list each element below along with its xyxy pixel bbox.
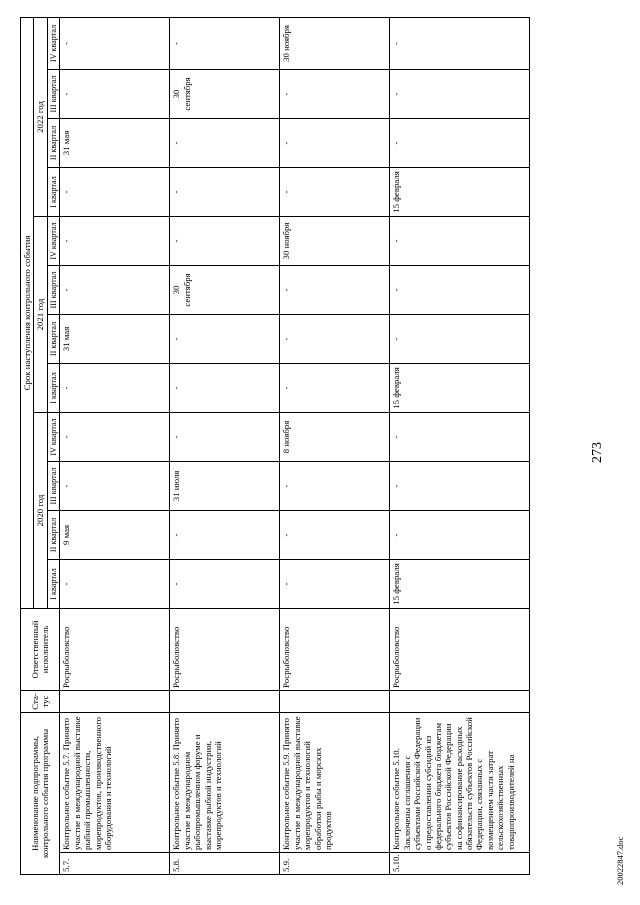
footer-filename: 20022847.doc (615, 836, 625, 885)
row-number: 5.7. (60, 853, 170, 875)
deadline-cell: 9 мая (60, 510, 170, 559)
deadline-cell: - (60, 559, 170, 608)
deadline-cell: - (170, 17, 280, 69)
deadline-cell: 30 ноября (280, 17, 390, 69)
header-year: 2021 год (34, 216, 47, 412)
deadline-cell: 31 июля (170, 461, 280, 510)
deadline-cell: - (280, 314, 390, 363)
deadline-cell: 30 сентября (170, 265, 280, 314)
deadline-cell: 8 ноября (280, 412, 390, 461)
deadline-cell: - (390, 69, 530, 118)
deadline-cell: - (390, 412, 530, 461)
deadline-cell: - (390, 265, 530, 314)
deadline-cell: 30 сентября (170, 69, 280, 118)
deadline-cell: - (60, 17, 170, 69)
deadline-cell: - (390, 118, 530, 167)
event-status (60, 690, 170, 712)
deadline-cell: - (390, 510, 530, 559)
deadline-cell: 15 февраля (390, 167, 530, 216)
row-number: 5.9. (280, 853, 390, 875)
deadline-cell: - (170, 314, 280, 363)
header-year: 2020 год (34, 412, 47, 608)
table-row (390, 17, 530, 874)
header-quarter: I квартал (47, 167, 60, 216)
header-quarter: IV квартал (47, 412, 60, 461)
header-status: Ста-тус (21, 690, 60, 712)
event-executor: Росрыболовство (280, 608, 390, 690)
deadline-cell: - (280, 118, 390, 167)
deadline-cell: 15 февраля (390, 559, 530, 608)
deadline-cell: 15 февраля (390, 363, 530, 412)
deadline-cell: 30 ноября (280, 216, 390, 265)
event-status (390, 690, 530, 712)
deadline-cell: - (390, 17, 530, 69)
header-quarter: III квартал (47, 461, 60, 510)
deadline-cell: - (280, 559, 390, 608)
event-status (280, 690, 390, 712)
deadline-cell: - (390, 216, 530, 265)
header-name: Наименование подпрограммы, контрольного события программы (21, 712, 60, 874)
header-quarter: I квартал (47, 363, 60, 412)
header-quarter: III квартал (47, 265, 60, 314)
deadline-cell: - (60, 216, 170, 265)
row-number: 5.8. (170, 853, 280, 875)
header-deadline: Срок наступления контрольного события (21, 17, 34, 608)
deadline-cell: - (280, 265, 390, 314)
deadline-cell: - (390, 314, 530, 363)
event-status (170, 690, 280, 712)
event-name: Контрольное событие 5.9. Принято участие в международной выставке морепродуктов и технологий обработки рыбы и морских продуктов (280, 712, 390, 852)
row-number: 5.10. (390, 853, 530, 875)
deadline-cell: - (60, 167, 170, 216)
header-quarter: II квартал (47, 118, 60, 167)
event-name: Контрольное событие 5.10. Заключены соглашения с субъектами Российской Федерации о предоставлении субсидий из федерального бюджета бюджетам субъектов Российской Федерации на софинансирование расходных обязательств субъектов Российской Федерации, связанных с возмещением части затрат сельскохозяйственных товаропроизводителей на (390, 712, 530, 852)
deadline-cell: - (60, 461, 170, 510)
deadline-cell: - (60, 412, 170, 461)
deadline-cell: - (60, 265, 170, 314)
table-row (60, 17, 170, 874)
deadline-cell: - (170, 167, 280, 216)
deadline-cell: 31 мая (60, 118, 170, 167)
header-executor: Ответственный исполнитель (21, 608, 60, 690)
header-quarter: I квартал (47, 559, 60, 608)
deadline-cell: - (170, 363, 280, 412)
page-number: 273 (590, 442, 605, 463)
table-row (170, 17, 280, 874)
deadline-cell: - (280, 69, 390, 118)
deadline-cell: - (280, 510, 390, 559)
event-executor: Росрыболовство (60, 608, 170, 690)
header-quarter: III квартал (47, 69, 60, 118)
deadline-cell: - (170, 118, 280, 167)
header-quarter: II квартал (47, 510, 60, 559)
deadline-cell: - (60, 69, 170, 118)
deadline-cell: 31 мая (60, 314, 170, 363)
deadline-cell: - (280, 167, 390, 216)
deadline-cell: - (170, 559, 280, 608)
header-quarter: IV квартал (47, 17, 60, 69)
event-executor: Росрыболовство (170, 608, 280, 690)
deadline-cell: - (280, 363, 390, 412)
deadline-cell: - (170, 510, 280, 559)
header-year: 2022 год (34, 17, 47, 216)
event-executor: Росрыболовство (390, 608, 530, 690)
header-quarter: II квартал (47, 314, 60, 363)
deadline-cell: - (390, 461, 530, 510)
control-events-table (20, 17, 530, 875)
deadline-cell: - (170, 412, 280, 461)
table-row (280, 17, 390, 874)
deadline-cell: - (170, 216, 280, 265)
deadline-cell: - (280, 461, 390, 510)
event-name: Контрольное событие 5.8. Принято участие в международном рыбопромышленном форуме и выставке рыбной индустрии, морепродуктов и технологий (170, 712, 280, 852)
header-quarter: IV квартал (47, 216, 60, 265)
deadline-cell: - (60, 363, 170, 412)
event-name: Контрольное событие 5.7. Принято участие в международной выставке рыбной промышленности, морепродуктов, производственного оборудования и технологий (60, 712, 170, 852)
